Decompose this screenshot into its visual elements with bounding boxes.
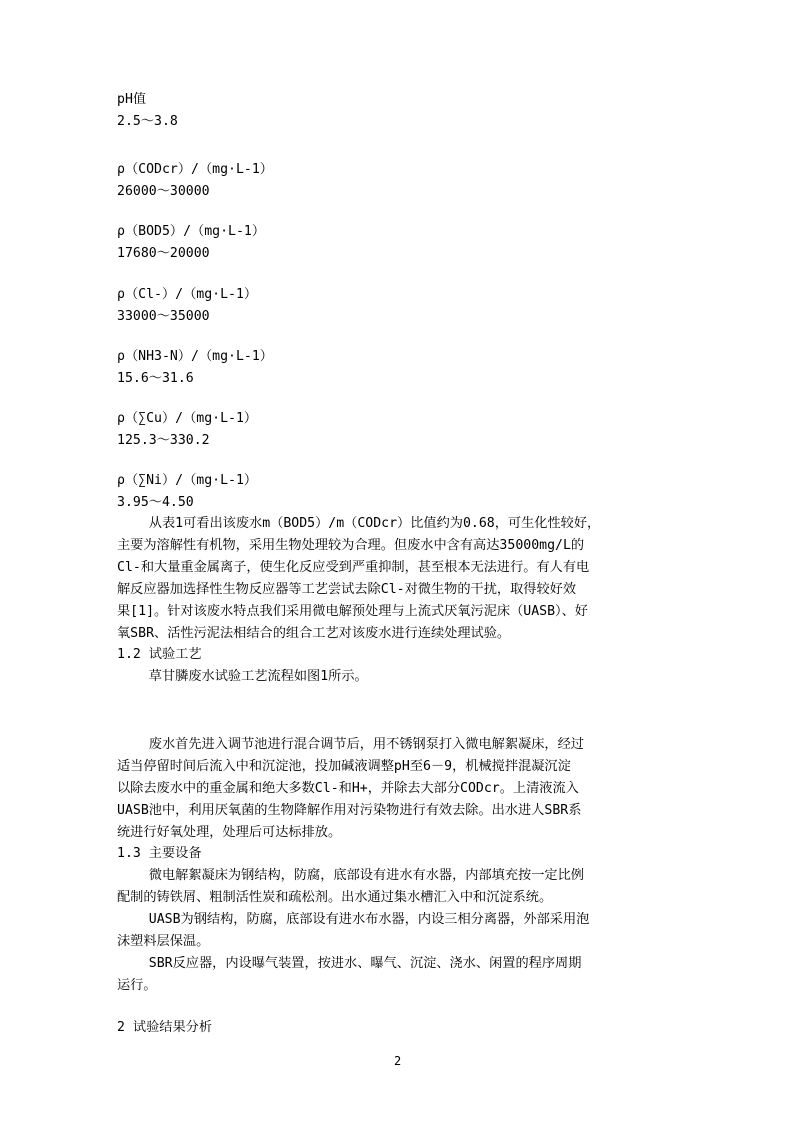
table-row-label: pH值 [117, 92, 147, 107]
table-row-value: 15.6～31.6 [117, 371, 194, 386]
body-line: 果[1]。针对该废水特点我们采用微电解预处理与上流式厌氧污泥床（UASB）、好 [117, 604, 588, 619]
body-line: UASB池中，利用厌氧菌的生物降解作用对污染物进行有效去除。出水进人SBR系 [117, 803, 582, 818]
body-line: 沫塑料层保温。 [117, 934, 210, 949]
table-row-label: ρ（NH3-N）/（mg·L-1） [117, 349, 273, 364]
section-heading: 1.3 主要设备 [117, 846, 202, 861]
body-line: Cl-和大量重金属离子，使生化反应受到严重抑制，甚至根本无法进行。有人有电 [117, 560, 590, 575]
section-heading: 2 试验结果分析 [117, 1020, 213, 1035]
body-line: 主要为溶解性有机物，采用生物处理较为合理。但废水中含有高达35000mg/L的 [117, 538, 585, 553]
body-line: 废水首先进入调节池进行混合调节后，用不锈钢泵打入微电解絮凝床，经过 [117, 737, 584, 752]
table-row-value: 3.95～4.50 [117, 495, 194, 510]
table-row-value: 125.3～330.2 [117, 433, 210, 448]
body-line: 统进行好氧处理，处理后可达标排放。 [117, 825, 342, 840]
table-row-value: 33000～35000 [117, 309, 210, 324]
body-line: 解反应器加选择性生物反应器等工艺尝试去除Cl-对微生物的干扰，取得较好效 [117, 582, 577, 597]
body-line: SBR反应器，内设曝气装置，按进水、曝气、沉淀、浇水、闲置的程序周期 [117, 956, 582, 971]
body-line: 配制的铸铁屑、粗制活性炭和疏松剂。出水通过集水槽汇入中和沉淀系统。 [117, 890, 553, 905]
body-line: 以除去废水中的重金属和绝大多数Cl-和H+，并除去大部分CODcr。上清液流入 [117, 781, 579, 796]
body-line: 适当停留时间后流入中和沉淀池，投加碱液调整pH至6－9，机械搅拌混凝沉淀 [117, 759, 571, 774]
table-row-label: ρ（CODcr）/（mg·L-1） [117, 162, 273, 177]
section-heading: 1.2 试验工艺 [117, 647, 202, 662]
body-line: 从表1可看出该废水m（BOD5）/m（CODcr）比值约为0.68，可生化性较好， [117, 516, 601, 531]
table-row-value: 2.5～3.8 [117, 114, 178, 129]
body-line: 草甘膦废水试验工艺流程如图1所示。 [117, 669, 368, 684]
page-number: 2 [394, 1054, 402, 1068]
body-line: 微电解絮凝床为钢结构，防腐，底部设有进水有水器，内部填充按一定比例 [117, 868, 584, 883]
table-row-label: ρ（Cl-）/（mg·L-1） [117, 287, 258, 302]
table-row-label: ρ（∑Cu）/（mg·L-1） [117, 411, 258, 426]
body-line: 氧SBR、活性污泥法相结合的组合工艺对该废水进行连续处理试验。 [117, 626, 511, 641]
table-row-label: ρ（∑Ni）/（mg·L-1） [117, 473, 258, 488]
body-line: 运行。 [117, 978, 157, 993]
table-row-value: 26000～30000 [117, 184, 210, 199]
table-row-value: 17680～20000 [117, 246, 210, 261]
body-line: UASB为钢结构，防腐，底部设有进水布水器，内设三相分离器，外部采用泡 [117, 912, 590, 927]
table-row-label: ρ（BOD5）/（mg·L-1） [117, 224, 266, 239]
